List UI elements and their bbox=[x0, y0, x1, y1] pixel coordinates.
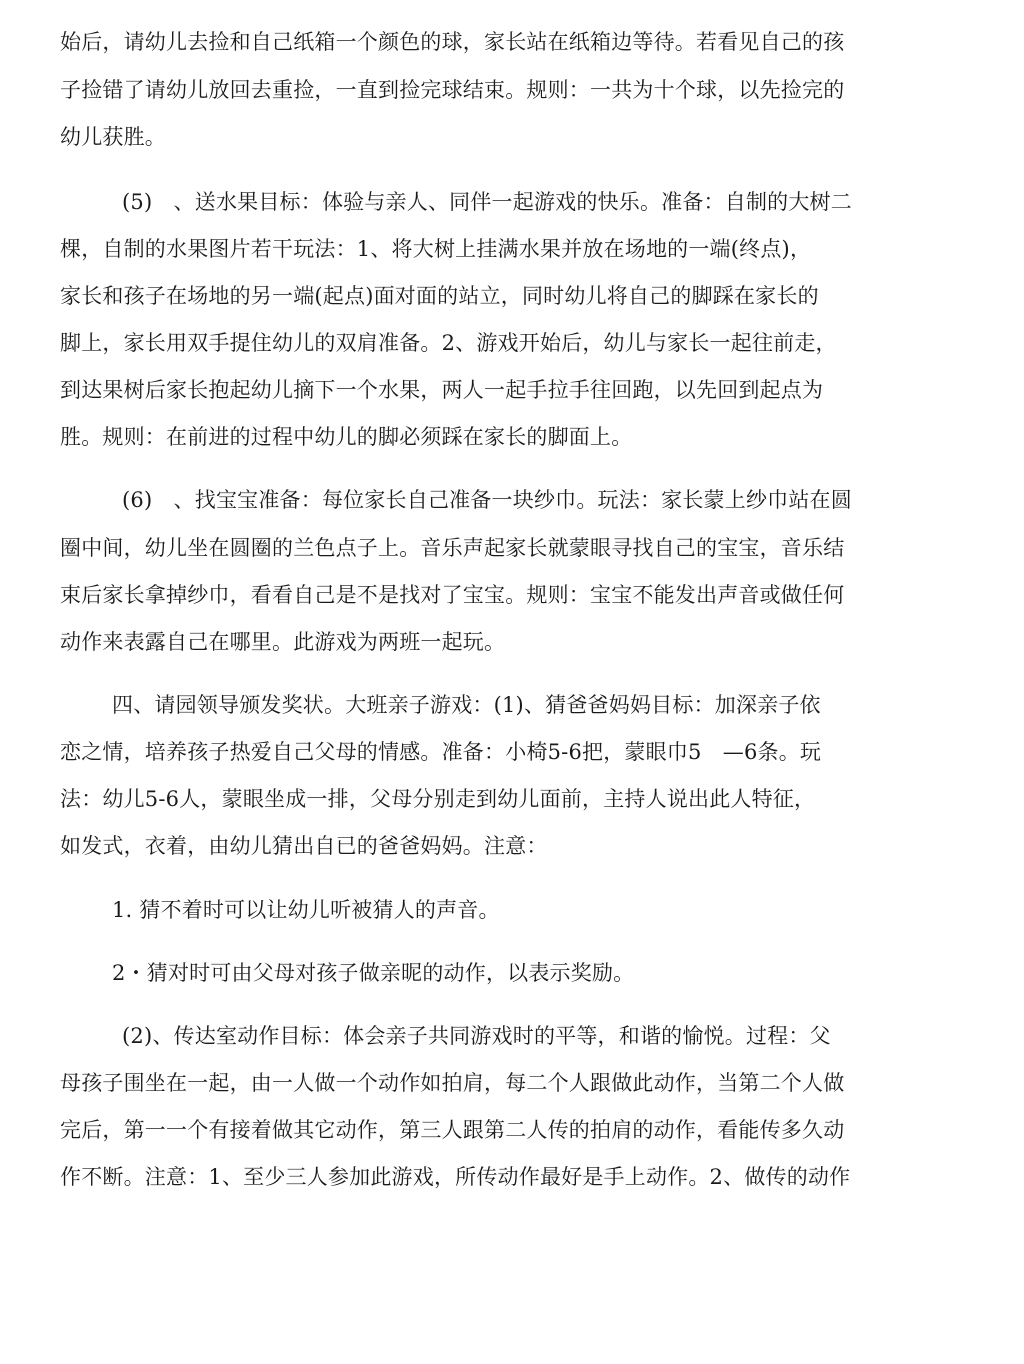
text-line: (6) 、找宝宝准备：每位家长自己准备一块纱巾。玩法：家长蒙上纱巾站在圆 bbox=[122, 488, 852, 512]
text-line: 1. 猜不着时可以让幼儿听被猜人的声音。 bbox=[112, 898, 500, 922]
text-line: 家长和孩子在场地的另一端(起点)面对面的站立，同时幼儿将自己的脚踩在家长的 bbox=[60, 284, 819, 308]
text-line: 幼儿获胜。 bbox=[60, 125, 166, 149]
text-line: 束后家长拿掉纱巾，看看自己是不是找对了宝宝。规则：宝宝不能发出声音或做任何 bbox=[60, 583, 845, 607]
text-line: 作不断。注意：1、至少三人参加此游戏，所传动作最好是手上动作。2、做传的动作 bbox=[60, 1165, 851, 1189]
text-line: 母孩子围坐在一起，由一人做一个动作如拍肩，每二个人跟做此动作，当第二个人做 bbox=[60, 1071, 845, 1095]
text-line: 胜。规则：在前进的过程中幼儿的脚必须踩在家长的脚面上。 bbox=[60, 425, 633, 449]
text-line: 四、请园领导颁发奖状。大班亲子游戏：(1)、猜爸爸妈妈目标：加深亲子依 bbox=[112, 693, 821, 717]
text-line: 完后，第一一个有接着做其它动作，第三人跟第二人传的拍肩的动作，看能传多久动 bbox=[60, 1118, 845, 1142]
text-line: 到达果树后家长抱起幼儿摘下一个水果，两人一起手拉手往回跑，以先回到起点为 bbox=[60, 378, 824, 402]
text-line: (2)、传达室动作目标：体会亲子共同游戏时的平等，和谐的愉悦。过程：父 bbox=[122, 1024, 831, 1048]
text-line: 圈中间，幼儿坐在圆圈的兰色点子上。音乐声起家长就蒙眼寻找自己的宝宝，音乐结 bbox=[60, 536, 845, 560]
text-line: (5) 、送水果目标：体验与亲人、同伴一起游戏的快乐。准备：自制的大树二 bbox=[122, 190, 852, 214]
text-line: 如发式，衣着，由幼儿猜出自已的爸爸妈妈。注意： bbox=[60, 834, 548, 858]
text-line: 子捡错了请幼儿放回去重捡，一直到捡完球结束。规则：一共为十个球，以先捡完的 bbox=[60, 78, 845, 102]
text-line: 始后，请幼儿去捡和自己纸箱一个颜色的球，家长站在纸箱边等待。若看见自己的孩 bbox=[60, 30, 845, 54]
text-line: 恋之情，培养孩子热爱自己父母的情感。准备：小椅5-6把，蒙眼巾5 —6条。玩 bbox=[60, 740, 822, 764]
text-line: 2・猜对时可由父母对孩子做亲昵的动作，以表示奖励。 bbox=[112, 961, 635, 985]
text-line: 动作来表露自己在哪里。此游戏为两班一起玩。 bbox=[60, 630, 506, 654]
text-line: 棵，自制的水果图片若干玩法：1、将大树上挂满水果并放在场地的一端(终点)， bbox=[60, 237, 812, 261]
text-line: 脚上，家长用双手提住幼儿的双肩准备。2、游戏开始后，幼儿与家长一起往前走， bbox=[60, 331, 837, 355]
text-line: 法：幼儿5-6人，蒙眼坐成一排，父母分别走到幼儿面前，主持人说出此人特征， bbox=[60, 787, 816, 811]
